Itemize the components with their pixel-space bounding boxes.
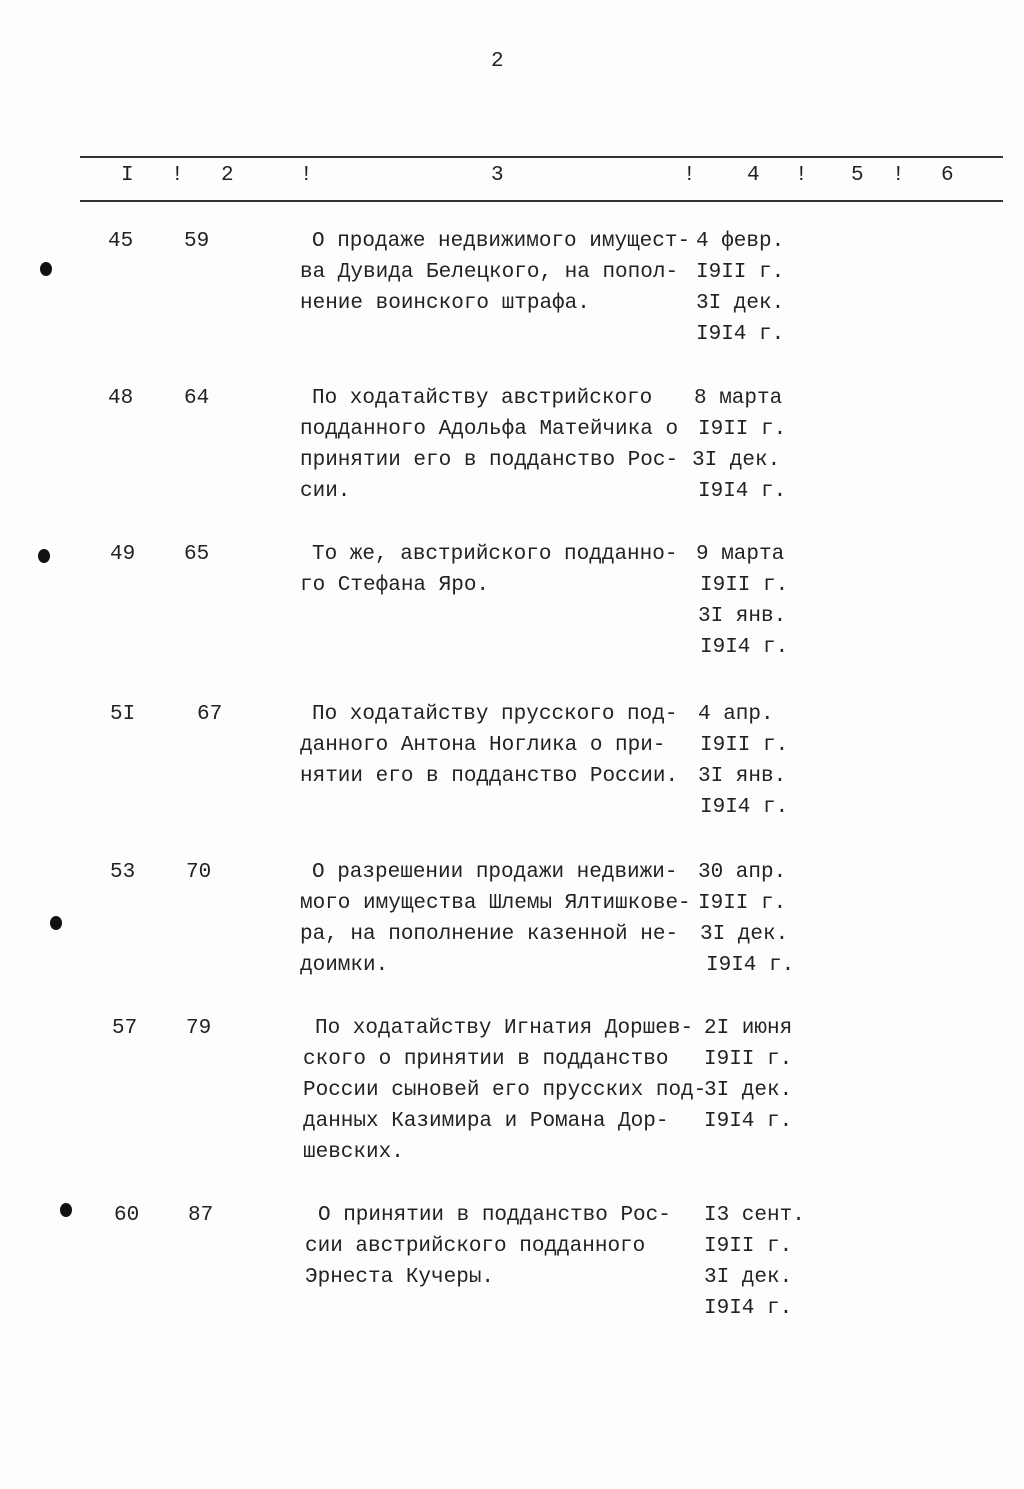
punch-hole-mark <box>50 916 62 930</box>
date-line: I9I4 г. <box>706 954 795 977</box>
description-line: данного Антона Ноглика о при- <box>300 734 666 757</box>
description-line: сии. <box>300 480 351 503</box>
date-line: I9I4 г. <box>700 796 789 819</box>
date-line: 3I дек. <box>700 923 789 946</box>
description-line: нятии его в подданство России. <box>300 765 679 788</box>
case-number: 70 <box>186 861 212 884</box>
date-line: I9II г. <box>700 574 789 597</box>
date-line: I9I4 г. <box>704 1297 793 1320</box>
case-number: 87 <box>188 1204 214 1227</box>
header-rule-bottom <box>80 200 1003 202</box>
entry-number: 5I <box>110 703 136 726</box>
page-number: 2 <box>491 50 504 73</box>
col-separator: ! <box>300 164 313 187</box>
description-line: принятии его в подданство Рос- <box>300 449 679 472</box>
entry-number: 57 <box>112 1017 138 1040</box>
date-line: I9II г. <box>704 1235 793 1258</box>
description-line: То же, австрийского подданно- <box>312 543 678 566</box>
entry-number: 45 <box>108 230 134 253</box>
date-line: I9II г. <box>698 892 787 915</box>
description-line: ского о принятии в подданство <box>303 1048 669 1071</box>
header-rule-top <box>80 156 1003 158</box>
description-line: подданного Адольфа Матейчика о <box>300 418 679 441</box>
date-line: I9I4 г. <box>696 323 785 346</box>
date-line: 3I дек. <box>704 1079 793 1102</box>
date-line: I9I4 г. <box>698 480 787 503</box>
case-number: 79 <box>186 1017 212 1040</box>
date-line: I9II г. <box>696 261 785 284</box>
col-header-3: 3 <box>491 164 504 187</box>
date-line: 3I дек. <box>692 449 781 472</box>
col-separator: ! <box>683 164 696 187</box>
date-line: I3 сент. <box>704 1204 805 1227</box>
date-line: 2I июня <box>704 1017 793 1040</box>
date-line: 9 марта <box>696 543 785 566</box>
date-line: 4 апр. <box>698 703 774 726</box>
col-header-6: 6 <box>941 164 954 187</box>
entry-number: 60 <box>114 1204 140 1227</box>
description-line: По ходатайству австрийского <box>312 387 653 410</box>
entry-number: 48 <box>108 387 134 410</box>
date-line: I9II г. <box>704 1048 793 1071</box>
case-number: 65 <box>184 543 210 566</box>
description-line: О разрешении продажи недвижи- <box>312 861 678 884</box>
date-line: 3I дек. <box>704 1266 793 1289</box>
case-number: 59 <box>184 230 210 253</box>
date-line: 4 февр. <box>696 230 785 253</box>
date-line: I9I4 г. <box>700 636 789 659</box>
entry-number: 53 <box>110 861 136 884</box>
description-line: Эрнеста Кучеры. <box>305 1266 495 1289</box>
date-line: 30 апр. <box>698 861 787 884</box>
col-header-5: 5 <box>851 164 864 187</box>
punch-hole-mark <box>38 549 50 563</box>
punch-hole-mark <box>60 1203 72 1217</box>
description-line: ва Дувида Белецкого, на попол- <box>300 261 679 284</box>
date-line: I9II г. <box>698 418 787 441</box>
date-line: 3I дек. <box>696 292 785 315</box>
date-line: I9II г. <box>700 734 789 757</box>
description-line: сии австрийского подданного <box>305 1235 646 1258</box>
col-header-1: I <box>121 164 134 187</box>
col-header-4: 4 <box>747 164 760 187</box>
date-line: I9I4 г. <box>704 1110 793 1133</box>
description-line: нение воинского штрафа. <box>300 292 590 315</box>
entry-number: 49 <box>110 543 136 566</box>
description-line: России сыновей его прусских под- <box>303 1079 707 1102</box>
description-line: данных Казимира и Романа Дор- <box>303 1110 669 1133</box>
description-line: шевских. <box>303 1141 404 1164</box>
punch-hole-mark <box>40 262 52 276</box>
case-number: 64 <box>184 387 210 410</box>
description-line: По ходатайству Игнатия Доршев- <box>315 1017 694 1040</box>
description-line: го Стефана Яро. <box>300 574 490 597</box>
date-line: 3I янв. <box>698 605 787 628</box>
col-separator: ! <box>171 164 184 187</box>
col-header-2: 2 <box>221 164 234 187</box>
description-line: доимки. <box>300 954 389 977</box>
col-separator: ! <box>795 164 808 187</box>
date-line: 8 марта <box>694 387 783 410</box>
case-number: 67 <box>197 703 223 726</box>
description-line: По ходатайству прусского под- <box>312 703 678 726</box>
col-separator: ! <box>892 164 905 187</box>
description-line: ра, на пополнение казенной не- <box>300 923 679 946</box>
date-line: 3I янв. <box>698 765 787 788</box>
description-line: О продаже недвижимого имущест- <box>312 230 691 253</box>
description-line: О принятии в подданство Рос- <box>318 1204 671 1227</box>
description-line: мого имущества Шлемы Ялтишкове- <box>300 892 691 915</box>
